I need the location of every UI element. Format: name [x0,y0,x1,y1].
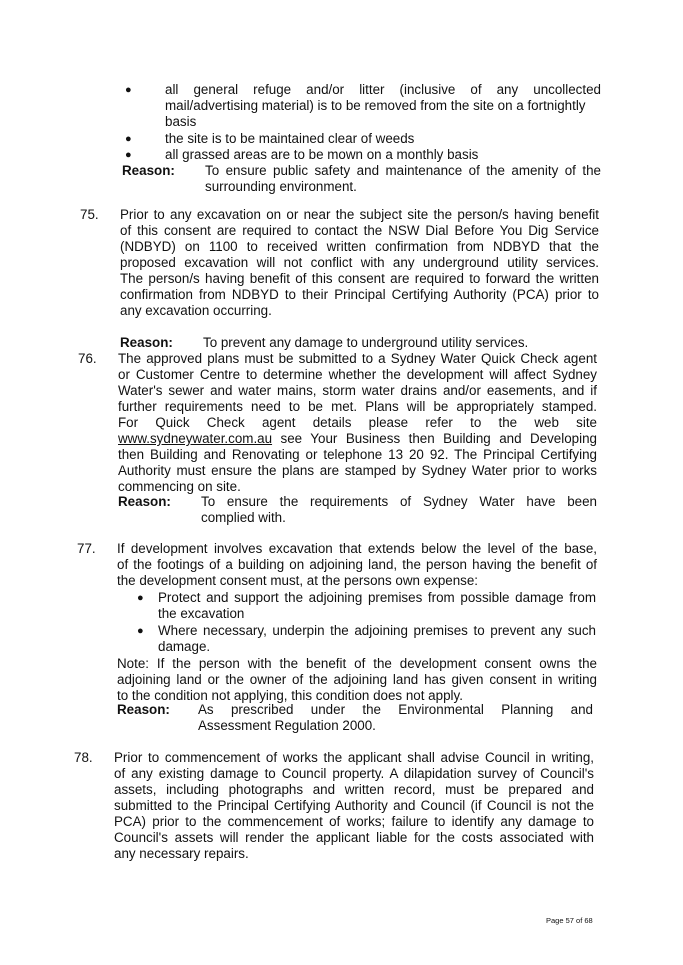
body-line: of this consent are required to contact the NSW Dial Before You Dig Service [120,223,599,238]
body-line: Water's sewer and water mains, storm water drains and/or easements, and if [118,383,597,398]
note-line: Note: If the person with the benefit of the development consent owns the [117,656,597,671]
reason-text [205,163,601,195]
body-line: of the footings of a building on adjoining land, the person having the benefit of [117,557,597,572]
page-number: Page 57 of 68 [546,916,593,925]
reason-line: complied with. [201,510,286,525]
condition-body [120,207,599,319]
body-line: PCA) prior to the commencement of works; failure to identify any damage to [114,814,594,829]
reason-label: Reason: [117,702,170,717]
body-line: Prior to commencement of works the applicant shall advise Council in writing, [114,750,594,765]
condition-body [117,541,597,589]
reason-line: surrounding environment. [205,179,357,194]
list-item-line: Where necessary, underpin the adjoining premises to prevent any such [158,623,596,638]
body-line: (NDBYD) on 1100 to received written confirmation from NDBYD that the [120,239,599,254]
list-item-line: damage. [158,639,211,654]
condition-body [114,750,594,862]
body-line: the development consent must, at the persons own expense: [117,573,479,588]
reason-text [198,702,593,734]
list-item: all grassed areas are to be mown on a monthly basis [165,147,479,162]
body-line: then Building and Renovating or telephone 13 20 92. The Principal Certifying [118,447,597,462]
body-line: The approved plans must be submitted to a Sydney Water Quick Check agent [118,351,597,366]
list-item-line: Protect and support the adjoining premises from possible damage from [158,590,596,605]
reason-line: Assessment Regulation 2000. [198,718,376,733]
note-line: adjoining land or the owner of the adjoining land has given consent in writing [117,672,597,687]
body-line: Authority must ensure the plans are stamped by Sydney Water prior to works [118,463,597,478]
body-line: For Quick Check agent details please refer to the web site [118,415,597,430]
list-item-line: mail/advertising material) is to be removed from the site on a fortnightly [165,98,586,113]
body-line: or Customer Centre to determine whether the development will affect Sydney [118,367,597,382]
body-line: proposed excavation will not conflict with any underground utility services. [120,255,599,270]
reason-line: To ensure the requirements of Sydney Water have been [201,494,597,509]
body-line: The person/s having benefit of this consent are required to forward the written [120,271,599,286]
reason-line: As prescribed under the Environmental Planning and [198,702,593,717]
body-line: Council's assets will render the applicant liable for the costs associated with [114,830,594,845]
list-item [158,623,596,655]
condition-number: 76. [78,351,97,366]
reason-label: Reason: [118,494,171,509]
body-line: If development involves excavation that extends below the level of the base, [117,541,597,556]
list-item: the site is to be maintained clear of weeds [165,131,415,146]
list-item-line: the excavation [158,606,245,621]
reason-line: To ensure public safety and maintenance of the amenity of the [205,163,601,178]
list-item [158,590,596,622]
bullet-icon: ● [137,592,144,604]
bullet-icon: ● [125,84,132,96]
body-line: of any existing damage to Council property. A dilapidation survey of Council's [114,766,594,781]
note-text [117,656,597,704]
body-line: assets, including photographs and written record, must be prepared and [114,782,594,797]
condition-number: 78. [74,750,93,765]
reason-text: To prevent any damage to underground utility services. [203,335,529,350]
reason-text [201,494,597,526]
body-line: submitted to the Principal Certifying Authority and Council (if Council is not the [114,798,594,813]
condition-number: 77. [77,541,96,556]
bullet-icon: ● [125,133,132,145]
condition-body [118,351,597,495]
bullet-icon: ● [137,625,144,637]
list-item-line: basis [165,114,197,129]
condition-number: 75. [80,207,99,222]
reason-label: Reason: [122,163,175,178]
body-line: confirmation from NDBYD to their Principal Certifying Authority (PCA) prior to [120,287,599,302]
body-text: see Your Business then Building and Developing [280,431,597,446]
body-line [118,431,597,447]
bullet-icon: ● [125,149,132,161]
body-line: Prior to any excavation on or near the subject site the person/s having benefit [120,207,599,222]
list-item [165,82,601,130]
note-line: to the condition not applying, this condition does not apply. [117,688,463,703]
sydney-water-link[interactable]: www.sydneywater.com.au [118,431,273,446]
body-line: commencing on site. [118,479,241,494]
reason-label: Reason: [120,335,173,350]
body-line: any excavation occurring. [120,303,272,318]
body-line: further requirements need to be met. Plans will be appropriately stamped. [118,399,597,414]
list-item-line: all general refuge and/or litter (inclusive of any uncollected [165,82,601,97]
body-line: any necessary repairs. [114,846,249,861]
